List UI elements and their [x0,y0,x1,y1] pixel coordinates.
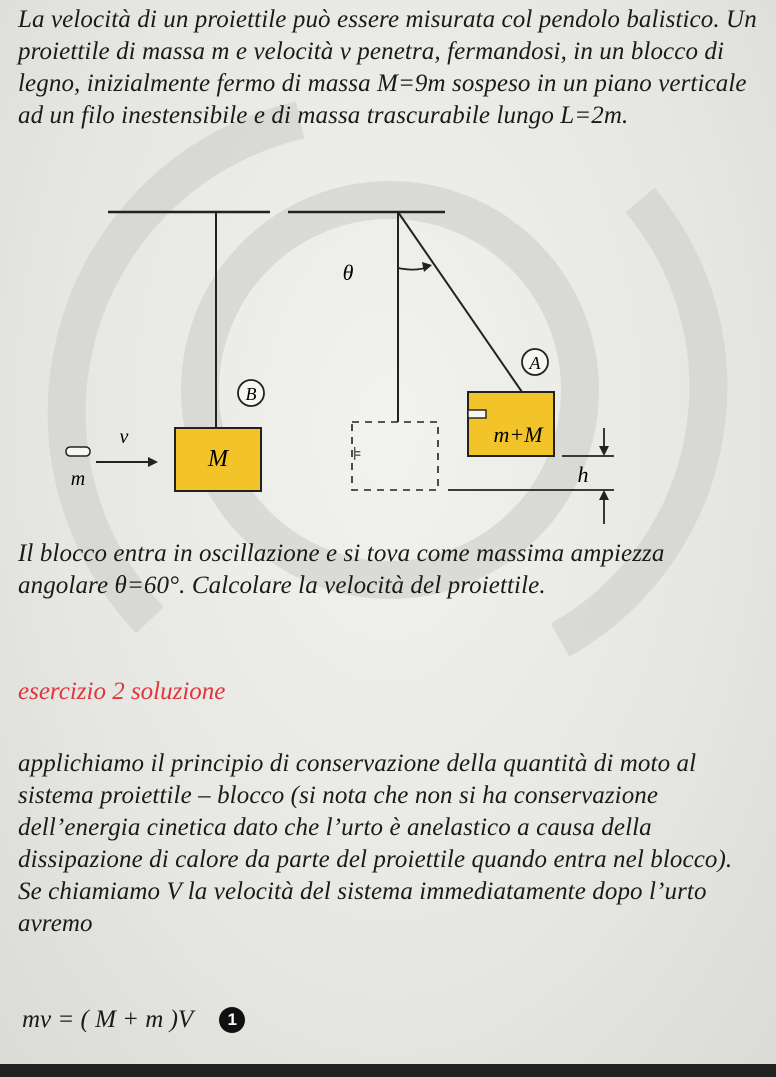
rest-block-dashed [352,422,438,490]
solution-title: esercizio 2 soluzione [18,678,226,705]
ballistic-pendulum-diagram [0,190,776,535]
question-text: Il blocco entra in oscillazione e si tova come massima ampiezza angolare θ=60°. Calcolare la velocità del proiettile. [18,540,665,599]
svg-text:⊧: ⊧ [352,444,363,464]
label-a-marker [522,349,548,375]
label-b: B [245,384,257,404]
label-a: A [529,353,541,373]
velocity-label: v [119,426,129,448]
label-b-marker [238,380,264,406]
string-a [398,212,522,392]
block-m-label: M [208,446,228,472]
equation-text: mv = ( M + m )V [22,1006,194,1033]
problem-text: La velocità di un proiettile può essere misurata col pendolo balistico. Un proiettile di massa m e velocità v penetra, fermandosi, in un blocco di legno, inizialmente fermo di massa M=9m sospeso in un piano verticale ad un filo inestensibile e di massa trascurabile lungo L=2m. [18,6,757,129]
height-label: h [577,462,589,487]
solution-text: applichiamo il principio di conservazione della quantità di moto al sistema proiettile – blocco (si nota che non si ha conservazione dell’energia cinetica dato che l’urto è anelastico a causa della dissipazione di calore da parte del proiettile quando entra nel blocco). Se chiamiamo V la velocità del sistema immediatamente dopo l’urto avremo [18,750,733,937]
theta-label: θ [342,260,354,285]
bottom-bar [0,1064,776,1077]
momentum-equation [22,1006,245,1034]
equation-number: 1 [219,1007,245,1033]
bullet-mass-label: m [70,468,86,490]
bullet [66,447,90,456]
block-mm-label: m+M [493,422,543,447]
